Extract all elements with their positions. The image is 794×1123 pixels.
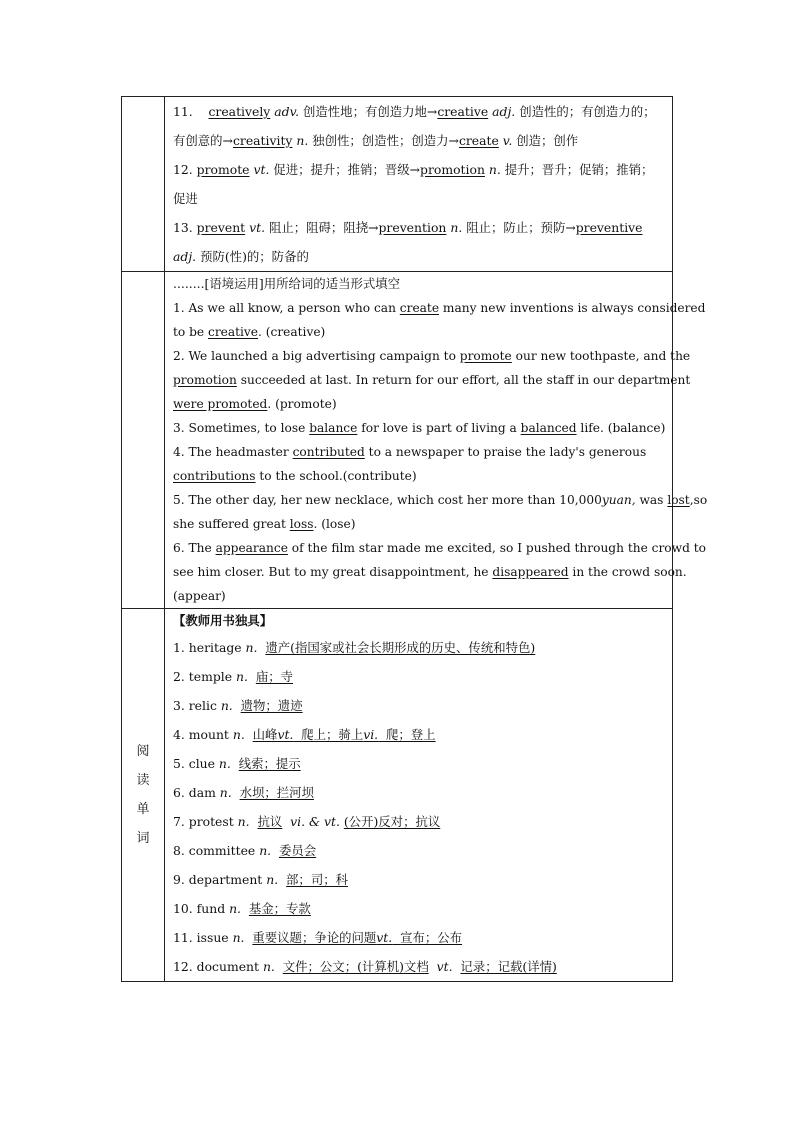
answer: contributions <box>173 469 256 483</box>
meaning: 山峰vt. 爬上；骑上vi. 爬；登上 <box>252 727 436 742</box>
exercise-item-3-line1: 3. Sometimes, to lose balance for love is part of living a balanced life. (balance) <box>173 421 666 435</box>
reading-item: 10. fund n. 基金；专款 <box>173 901 311 916</box>
vocab-entry-13-line2: adj. 预防(性)的；防备的 <box>173 249 309 264</box>
exercise-item-5-line1: 5. The other day, her new necklace, which cost her more than 10,000yuan, was lost,so <box>173 493 708 507</box>
vocabulary-table <box>121 96 708 982</box>
answer: promotion <box>173 373 237 387</box>
exercise-item-1-line2: to be creative. (creative) <box>173 325 326 339</box>
vocab-entry-12-line1: 12. promote vt. 促进；提升；推销；晋级→promotion n. 提升；晋升；促销；推销； <box>173 162 654 177</box>
answer: promote <box>459 349 512 363</box>
exercise-item-5-line2: she suffered great loss. (lose) <box>173 517 356 531</box>
answer: were promoted <box>173 397 268 411</box>
exercise-item-6-line1: 6. The appearance of the film star made me excited, so I pushed through the crowd to <box>173 541 706 555</box>
vocab-entry-11-line1: 11. creatively adv. 创造性地；有创造力地→creative adj. 创造性的；有创造力的； <box>173 104 656 119</box>
meaning: 委员会 <box>279 843 317 858</box>
reading-item: 6. dam n. 水坝；拦河坝 <box>173 785 314 800</box>
meaning: 线索；提示 <box>238 756 301 771</box>
reading-item: 9. department n. 部；司；科 <box>173 872 348 887</box>
exercise-item-6-line3: (appear) <box>173 589 226 603</box>
reading-item: 11. issue n. 重要议题；争论的问题vt. 宣布；公布 <box>173 930 463 945</box>
meaning: 庙；寺 <box>255 669 293 684</box>
reading-item: 4. mount n. 山峰vt. 爬上；骑上vi. 爬；登上 <box>173 727 436 742</box>
meaning: 基金；专款 <box>248 901 311 916</box>
answer: contributed <box>292 445 365 459</box>
answer: balance <box>309 421 358 435</box>
meaning: 部；司；科 <box>286 872 348 887</box>
word: promotion <box>420 162 485 177</box>
exercise-item-4-line1: 4. The headmaster contributed to a newspaper to praise the lady's generous <box>173 445 647 459</box>
reading-item: 8. committee n. 委员会 <box>173 843 317 858</box>
meaning: 记录；记载(详情) <box>460 959 557 974</box>
reading-row <box>122 609 673 982</box>
meaning: 文件；公文；(计算机)文档 <box>282 959 429 974</box>
reading-item: 5. clue n. 线索；提示 <box>173 756 301 771</box>
meaning: 抗议 <box>257 814 283 829</box>
vocab-entry-13-line1: 13. prevent vt. 阻止；阻碍；阻挠→prevention n. 阻止；防止；预防→preventive <box>173 220 643 235</box>
left-cell-empty <box>122 97 165 272</box>
word: creative <box>437 104 489 119</box>
reading-words-cell <box>165 609 673 982</box>
reading-header: 【教师用书独具】 <box>173 613 273 628</box>
left-cell-empty <box>122 272 165 609</box>
vocab-entry-11-line2: 有创意的→creativity n. 独创性；创造性；创造力→create v. 创造；创作 <box>173 133 579 148</box>
reading-item: 1. heritage n. 遗产(指国家或社会长期形成的历史、传统和特色) <box>173 640 536 655</box>
exercise-cell <box>165 272 708 609</box>
reading-item: 3. relic n. 遗物；遗迹 <box>173 698 303 713</box>
meaning: 遗产(指国家或社会长期形成的历史、传统和特色) <box>265 640 536 655</box>
answer: creative <box>208 325 259 339</box>
exercise-item-1-line1: 1. As we all know, a person who can create many new inventions is always considered <box>173 301 706 315</box>
vocab-row <box>122 97 673 272</box>
meaning: 水坝；拦河坝 <box>239 785 314 800</box>
answer: balanced <box>520 421 577 435</box>
reading-item: 2. temple n. 庙；寺 <box>173 669 293 684</box>
answer: loss <box>289 517 314 531</box>
meaning: 重要议题；争论的问题vt. 宣布；公布 <box>252 930 463 945</box>
exercise-item-2-line2: promotion succeeded at last. In return for our effort, all the staff in our department <box>173 373 691 387</box>
reading-item: 12. document n. 文件；公文；(计算机)文档 vt. 记录；记载(详情) <box>173 959 557 974</box>
exercise-item-4-line2: contributions to the school.(contribute) <box>173 469 417 483</box>
reading-item: 7. protest n. 抗议 vi. & vt. (公开)反对；抗议 <box>173 814 441 829</box>
meaning: (公开)反对；抗议 <box>343 814 441 829</box>
word: prevent <box>196 220 246 235</box>
vocab-entry-12-line2: 促进 <box>173 191 198 206</box>
answer: appearance <box>215 541 288 555</box>
word: creatively <box>208 104 271 119</box>
answer: disappeared <box>492 565 569 579</box>
exercise-item-6-line2: see him closer. But to my great disappointment, he disappeared in the crowd soon. <box>173 565 687 579</box>
vocab-entries-cell <box>165 97 673 272</box>
exercise-item-2-line3: were promoted. (promote) <box>173 397 337 411</box>
exercise-item-2-line1: 2. We launched a big advertising campaign to promote our new toothpaste, and the <box>173 349 691 363</box>
meaning: 遗物；遗迹 <box>240 698 303 713</box>
word: create <box>458 133 499 148</box>
reading-side-label: 阅 读 单 词 <box>122 609 165 982</box>
exercise-header: ........[语境运用]用所给词的适当形式填空 <box>173 276 401 291</box>
word: preventive <box>575 220 643 235</box>
exercise-row <box>122 272 673 609</box>
word: prevention <box>378 220 447 235</box>
word: promote <box>196 162 250 177</box>
answer: lost <box>667 493 690 507</box>
answer: create <box>399 301 440 315</box>
word: creativity <box>232 133 293 148</box>
